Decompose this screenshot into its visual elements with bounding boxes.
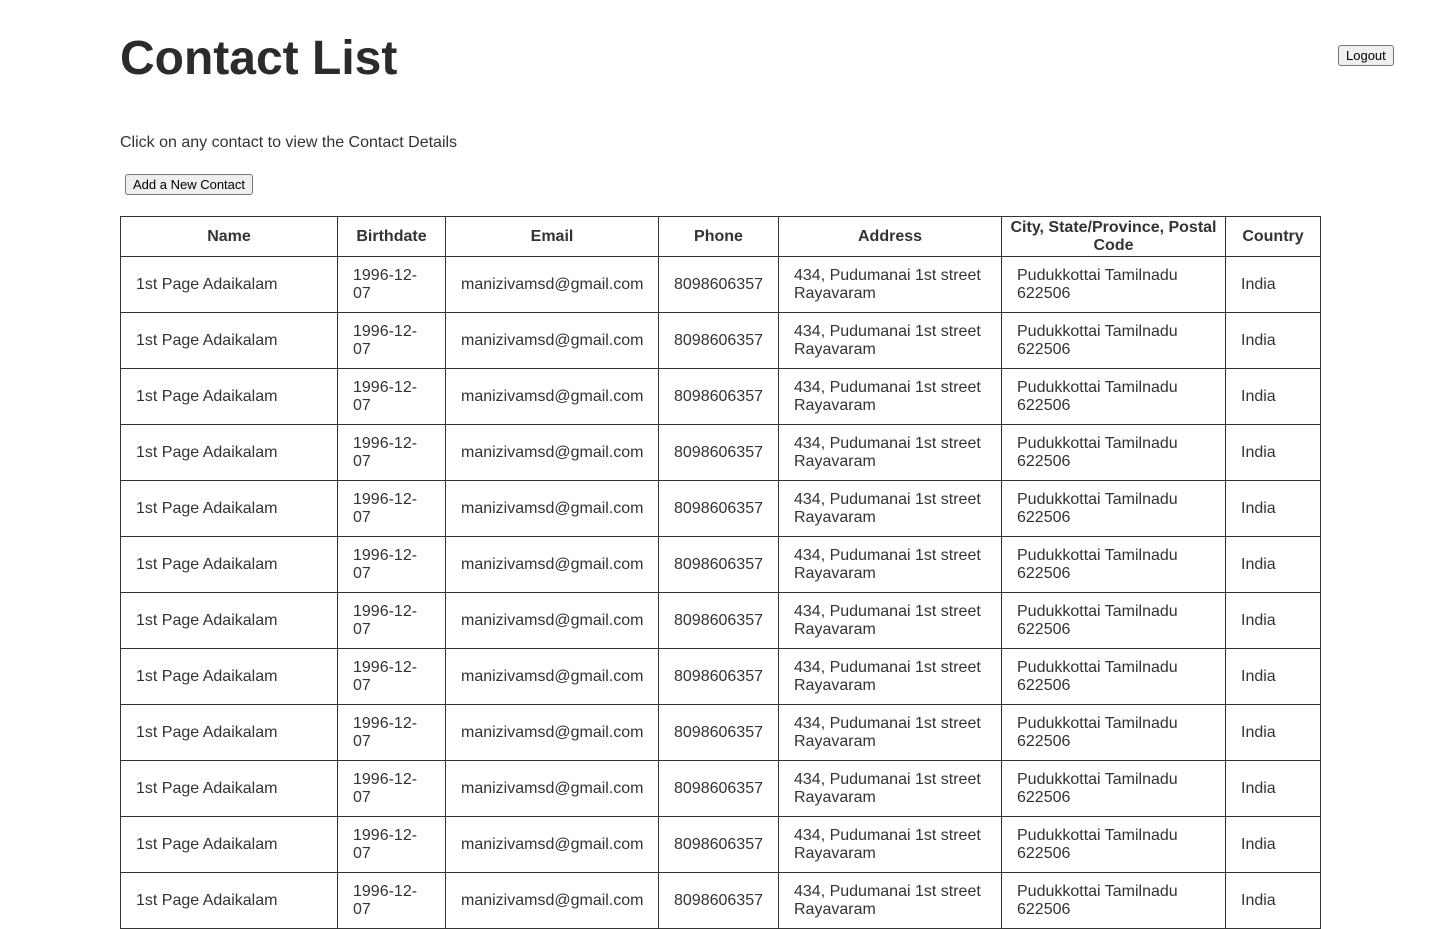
- cell-address: 434, Pudumanai 1st street Rayavaram: [779, 313, 1002, 369]
- cell-address: 434, Pudumanai 1st street Rayavaram: [779, 257, 1002, 313]
- cell-address: 434, Pudumanai 1st street Rayavaram: [779, 817, 1002, 873]
- column-header-address: Address: [779, 217, 1002, 257]
- add-contact-button[interactable]: Add a New Contact: [125, 174, 253, 195]
- cell-country: India: [1226, 705, 1321, 761]
- column-header-city-state-postal: City, State/Province, Postal Code: [1002, 217, 1226, 257]
- cell-name: 1st Page Adaikalam: [121, 705, 338, 761]
- cell-name: 1st Page Adaikalam: [121, 593, 338, 649]
- cell-address: 434, Pudumanai 1st street Rayavaram: [779, 369, 1002, 425]
- cell-phone: 8098606357: [659, 481, 779, 537]
- cell-name: 1st Page Adaikalam: [121, 313, 338, 369]
- cell-birthdate: 1996-12-07: [338, 817, 446, 873]
- table-row[interactable]: [121, 817, 1321, 873]
- page-title: Contact List: [120, 32, 398, 85]
- cell-address: 434, Pudumanai 1st street Rayavaram: [779, 481, 1002, 537]
- cell-email: manizivamsd@gmail.com: [446, 369, 659, 425]
- table-row[interactable]: [121, 481, 1321, 537]
- cell-birthdate: 1996-12-07: [338, 593, 446, 649]
- instructions-text: Click on any contact to view the Contact Details: [120, 134, 458, 151]
- cell-birthdate: 1996-12-07: [338, 873, 446, 929]
- cell-birthdate: 1996-12-07: [338, 481, 446, 537]
- cell-birthdate: 1996-12-07: [338, 257, 446, 313]
- cell-country: India: [1226, 817, 1321, 873]
- column-header-email: Email: [446, 217, 659, 257]
- cell-email: manizivamsd@gmail.com: [446, 649, 659, 705]
- table-row[interactable]: [121, 537, 1321, 593]
- cell-email: manizivamsd@gmail.com: [446, 873, 659, 929]
- cell-name: 1st Page Adaikalam: [121, 257, 338, 313]
- table-row[interactable]: [121, 313, 1321, 369]
- cell-phone: 8098606357: [659, 817, 779, 873]
- contact-table: [120, 216, 1321, 929]
- cell-email: manizivamsd@gmail.com: [446, 761, 659, 817]
- cell-email: manizivamsd@gmail.com: [446, 817, 659, 873]
- cell-phone: 8098606357: [659, 761, 779, 817]
- cell-country: India: [1226, 537, 1321, 593]
- cell-country: India: [1226, 425, 1321, 481]
- cell-email: manizivamsd@gmail.com: [446, 313, 659, 369]
- cell-email: manizivamsd@gmail.com: [446, 593, 659, 649]
- cell-email: manizivamsd@gmail.com: [446, 537, 659, 593]
- cell-phone: 8098606357: [659, 537, 779, 593]
- column-header-birthdate: Birthdate: [338, 217, 446, 257]
- cell-name: 1st Page Adaikalam: [121, 369, 338, 425]
- cell-name: 1st Page Adaikalam: [121, 873, 338, 929]
- table-row[interactable]: [121, 649, 1321, 705]
- cell-phone: 8098606357: [659, 369, 779, 425]
- cell-birthdate: 1996-12-07: [338, 649, 446, 705]
- cell-email: manizivamsd@gmail.com: [446, 705, 659, 761]
- table-header-row: [121, 217, 1321, 257]
- cell-address: 434, Pudumanai 1st street Rayavaram: [779, 761, 1002, 817]
- cell-city-state-postal: Pudukkottai Tamilnadu 622506: [1002, 313, 1226, 369]
- cell-city-state-postal: Pudukkottai Tamilnadu 622506: [1002, 817, 1226, 873]
- cell-email: manizivamsd@gmail.com: [446, 481, 659, 537]
- cell-birthdate: 1996-12-07: [338, 425, 446, 481]
- table-row[interactable]: [121, 369, 1321, 425]
- cell-birthdate: 1996-12-07: [338, 537, 446, 593]
- cell-name: 1st Page Adaikalam: [121, 761, 338, 817]
- cell-address: 434, Pudumanai 1st street Rayavaram: [779, 537, 1002, 593]
- table-row[interactable]: [121, 705, 1321, 761]
- cell-country: India: [1226, 873, 1321, 929]
- cell-country: India: [1226, 257, 1321, 313]
- cell-email: manizivamsd@gmail.com: [446, 425, 659, 481]
- cell-email: manizivamsd@gmail.com: [446, 257, 659, 313]
- cell-birthdate: 1996-12-07: [338, 705, 446, 761]
- table-row[interactable]: [121, 425, 1321, 481]
- cell-country: India: [1226, 761, 1321, 817]
- cell-city-state-postal: Pudukkottai Tamilnadu 622506: [1002, 481, 1226, 537]
- cell-city-state-postal: Pudukkottai Tamilnadu 622506: [1002, 425, 1226, 481]
- cell-birthdate: 1996-12-07: [338, 761, 446, 817]
- cell-name: 1st Page Adaikalam: [121, 425, 338, 481]
- cell-city-state-postal: Pudukkottai Tamilnadu 622506: [1002, 257, 1226, 313]
- cell-city-state-postal: Pudukkottai Tamilnadu 622506: [1002, 537, 1226, 593]
- cell-phone: 8098606357: [659, 593, 779, 649]
- cell-country: India: [1226, 593, 1321, 649]
- cell-city-state-postal: Pudukkottai Tamilnadu 622506: [1002, 369, 1226, 425]
- table-row[interactable]: [121, 873, 1321, 929]
- cell-address: 434, Pudumanai 1st street Rayavaram: [779, 425, 1002, 481]
- cell-country: India: [1226, 313, 1321, 369]
- cell-name: 1st Page Adaikalam: [121, 649, 338, 705]
- cell-country: India: [1226, 481, 1321, 537]
- logout-button[interactable]: Logout: [1338, 45, 1394, 66]
- cell-country: India: [1226, 369, 1321, 425]
- cell-birthdate: 1996-12-07: [338, 369, 446, 425]
- cell-country: India: [1226, 649, 1321, 705]
- cell-city-state-postal: Pudukkottai Tamilnadu 622506: [1002, 873, 1226, 929]
- column-header-phone: Phone: [659, 217, 779, 257]
- cell-phone: 8098606357: [659, 257, 779, 313]
- cell-city-state-postal: Pudukkottai Tamilnadu 622506: [1002, 761, 1226, 817]
- cell-city-state-postal: Pudukkottai Tamilnadu 622506: [1002, 593, 1226, 649]
- cell-phone: 8098606357: [659, 705, 779, 761]
- table-row[interactable]: [121, 257, 1321, 313]
- cell-address: 434, Pudumanai 1st street Rayavaram: [779, 649, 1002, 705]
- cell-name: 1st Page Adaikalam: [121, 481, 338, 537]
- column-header-country: Country: [1226, 217, 1321, 257]
- cell-birthdate: 1996-12-07: [338, 313, 446, 369]
- cell-name: 1st Page Adaikalam: [121, 817, 338, 873]
- table-row[interactable]: [121, 761, 1321, 817]
- cell-address: 434, Pudumanai 1st street Rayavaram: [779, 705, 1002, 761]
- cell-phone: 8098606357: [659, 649, 779, 705]
- cell-address: 434, Pudumanai 1st street Rayavaram: [779, 593, 1002, 649]
- cell-city-state-postal: Pudukkottai Tamilnadu 622506: [1002, 649, 1226, 705]
- cell-phone: 8098606357: [659, 425, 779, 481]
- cell-phone: 8098606357: [659, 313, 779, 369]
- table-row[interactable]: [121, 593, 1321, 649]
- cell-name: 1st Page Adaikalam: [121, 537, 338, 593]
- cell-address: 434, Pudumanai 1st street Rayavaram: [779, 873, 1002, 929]
- column-header-name: Name: [121, 217, 338, 257]
- cell-phone: 8098606357: [659, 873, 779, 929]
- cell-city-state-postal: Pudukkottai Tamilnadu 622506: [1002, 705, 1226, 761]
